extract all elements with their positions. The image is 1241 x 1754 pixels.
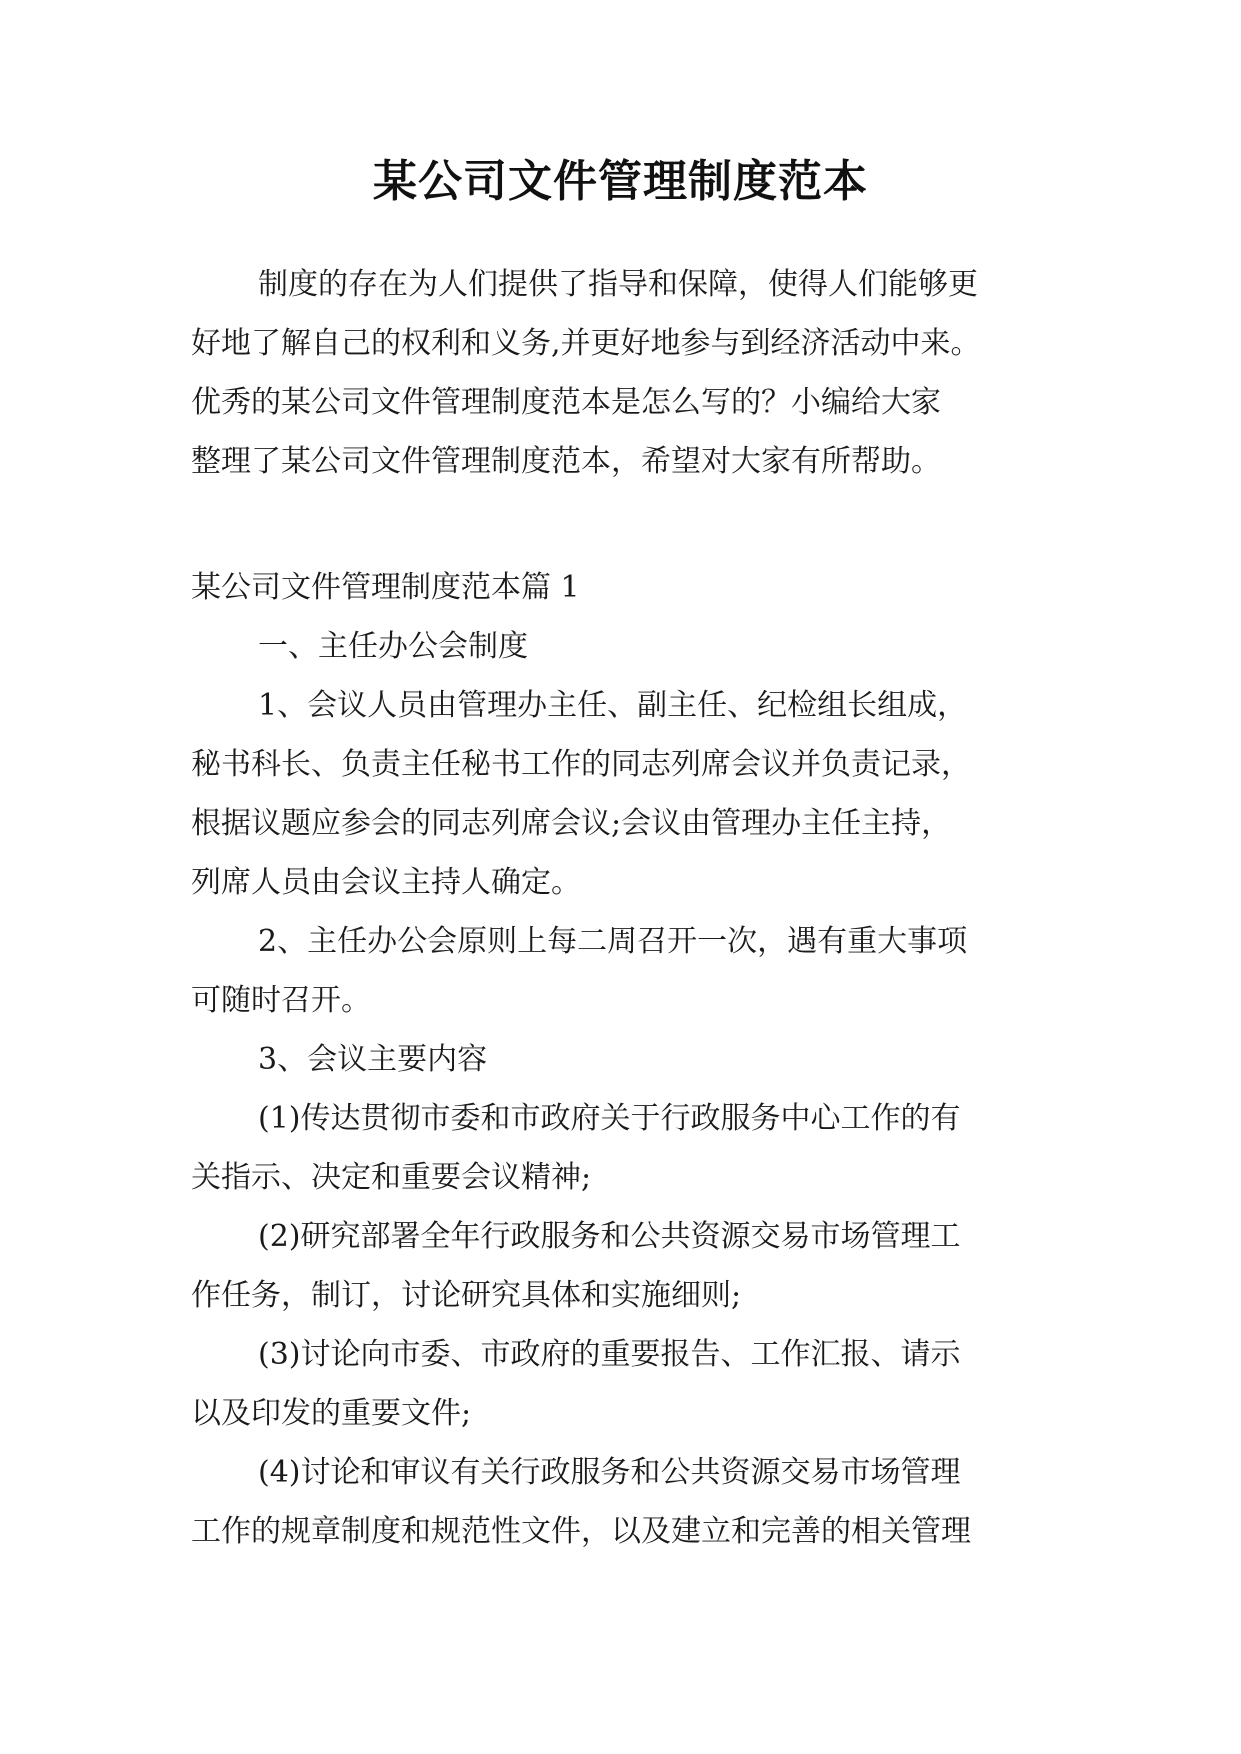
clause-line: 1、会议人员由管理办主任、副主任、纪检组长组成，	[258, 688, 968, 723]
clause-line: 2、主任办公会原则上每二周召开一次，遇有重大事项	[258, 924, 968, 959]
clause-line: 秘书科长、负责主任秘书工作的同志列席会议并负责记录，	[191, 747, 971, 782]
intro-line: 优秀的某公司文件管理制度范本是怎么写的？小编给大家	[191, 385, 941, 420]
clause-line: 3、会议主要内容	[258, 1042, 488, 1077]
clause-line: 工作的规章制度和规范性文件，以及建立和完善的相关管理	[191, 1514, 971, 1549]
clause-line: 作任务，制订，讨论研究具体和实施细则;	[191, 1278, 742, 1313]
clause-line: 以及印发的重要文件;	[191, 1396, 472, 1431]
document-title: 某公司文件管理制度范本	[373, 156, 868, 207]
intro-line: 整理了某公司文件管理制度范本，希望对大家有所帮助。	[191, 444, 941, 479]
clause-line: 关指示、决定和重要会议精神;	[191, 1160, 592, 1195]
clause-line: (1)传达贯彻市委和市政府关于行政服务中心工作的有	[258, 1101, 961, 1136]
section-heading: 某公司文件管理制度范本篇 1	[191, 570, 580, 605]
clause-line: (4)讨论和审议有关行政服务和公共资源交易市场管理	[258, 1455, 961, 1490]
clause-line: 列席人员由会议主持人确定。	[191, 865, 581, 900]
intro-line: 制度的存在为人们提供了指导和保障，使得人们能够更	[258, 267, 978, 302]
clause-line: 根据议题应参会的同志列席会议;会议由管理办主任主持，	[191, 806, 952, 841]
clause-line: (2)研究部署全年行政服务和公共资源交易市场管理工	[258, 1219, 961, 1254]
intro-line: 好地了解自己的权利和义务,并更好地参与到经济活动中来。	[191, 326, 981, 361]
clause-line: (3)讨论向市委、市政府的重要报告、工作汇报、请示	[258, 1337, 961, 1372]
subsection-heading: 一、主任办公会制度	[258, 629, 528, 664]
clause-line: 可随时召开。	[191, 983, 371, 1018]
